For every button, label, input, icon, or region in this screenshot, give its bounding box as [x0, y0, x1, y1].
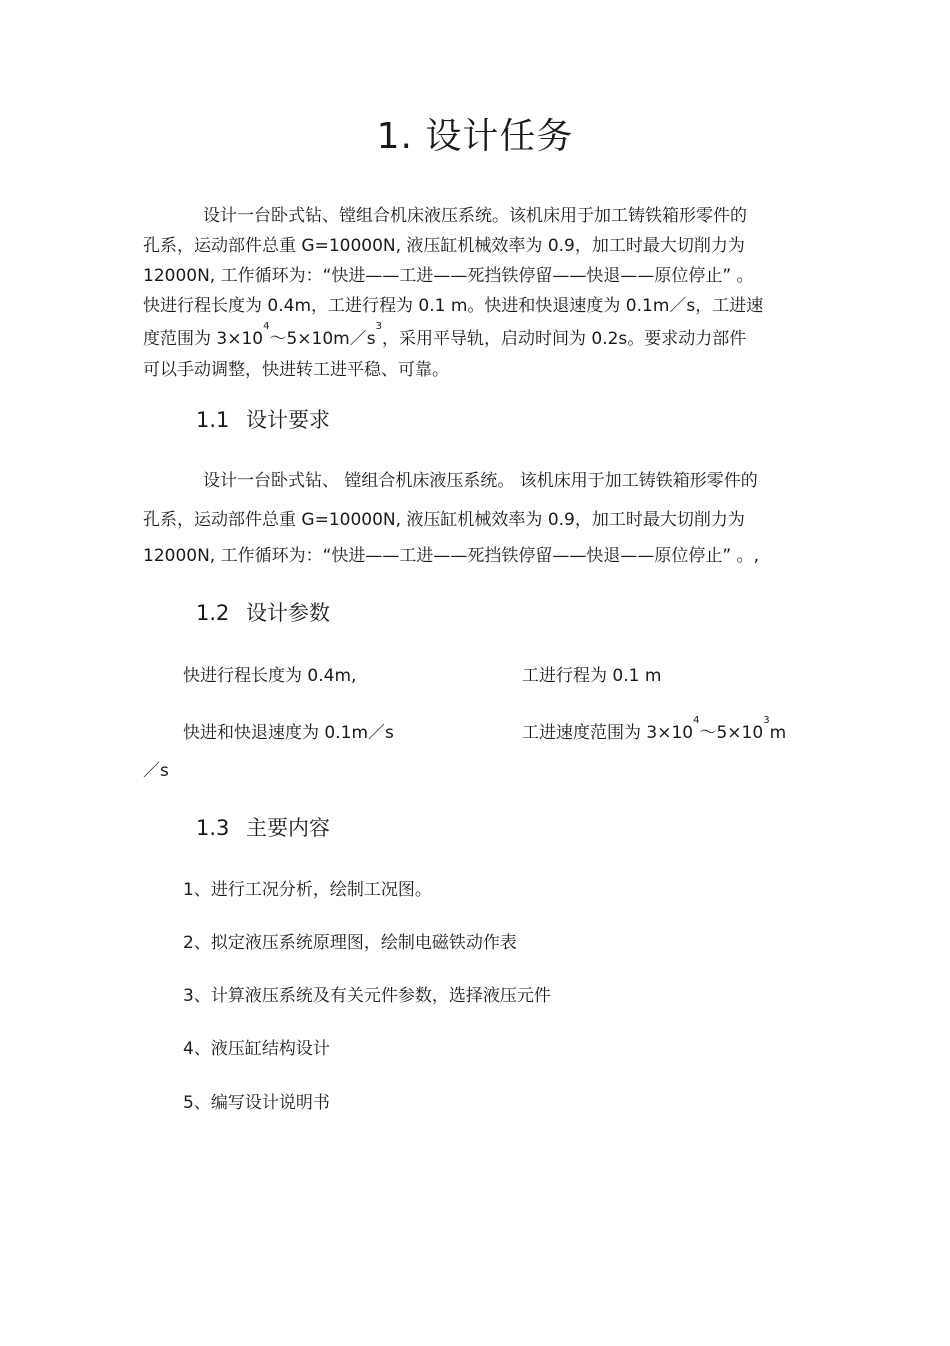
section-number: 1.1	[196, 408, 230, 432]
content-item-3: 3、计算液压系统及有关元件参数，选择液压元件	[183, 986, 551, 1006]
section-heading-1-3	[196, 812, 330, 842]
exponent: 4	[263, 321, 270, 332]
exponent: 3	[375, 321, 382, 332]
intro-line-1: 设计一台卧式钻、镗组合机床液压系统。该机床用于加工铸铁箱形零件的	[203, 206, 747, 226]
feed-speed-part-b: ～5×10	[699, 723, 764, 743]
requirements-line-1: 设计一台卧式钻、 镗组合机床液压系统。 该机床用于加工铸铁箱形零件的	[203, 471, 758, 491]
content-item-4: 4、液压缸结构设计	[183, 1039, 330, 1059]
section-number: 1.3	[196, 816, 230, 840]
content-item-1: 1、进行工况分析，绘制工况图。	[183, 880, 432, 900]
intro-line-4: 快进行程长度为 0.4m，工进行程为 0.1 m。快进和快退速度为 0.1m／s，工进速	[143, 296, 764, 316]
param-feed-stroke: 工进行程为 0.1 m	[522, 666, 662, 686]
requirements-line-3: 12000N, 工作循环为：“快进——工进——死挡铁停留——快退——原位停止” 。,	[143, 546, 760, 566]
feed-speed-part-c: m	[769, 723, 787, 743]
section-title: 设计参数	[246, 601, 330, 625]
intro-line-5	[143, 321, 747, 349]
section-title: 设计要求	[246, 408, 330, 432]
feed-speed-part-a: 工进速度范围为 3×10	[522, 723, 694, 743]
exponent: 4	[693, 715, 700, 726]
param-feed-speed-unit-wrap: ／s	[143, 761, 169, 781]
param-rapid-stroke: 快进行程长度为 0.4m,	[183, 666, 357, 686]
intro-line-5-part-a: 度范围为 3×10	[143, 329, 264, 349]
intro-line-2: 孔系，运动部件总重 G=10000N, 液压缸机械效率为 0.9，加工时最大切削力为	[143, 236, 745, 256]
content-item-5: 5、编写设计说明书	[183, 1093, 330, 1113]
section-heading-1-1	[196, 404, 330, 434]
section-heading-1-2	[196, 597, 330, 627]
page-title: 1. 设计任务	[376, 116, 574, 157]
intro-line-6: 可以手动调整，快进转工进平稳、可靠。	[143, 360, 449, 380]
intro-line-5-part-c: ，采用平导轨，启动时间为 0.2s。要求动力部件	[381, 329, 747, 349]
section-number: 1.2	[196, 601, 230, 625]
intro-line-5-part-b: ～5×10m／s	[269, 329, 376, 349]
content-item-2: 2、拟定液压系统原理图，绘制电磁铁动作表	[183, 933, 517, 953]
intro-line-3: 12000N, 工作循环为：“快进——工进——死挡铁停留——快退——原位停止” 。	[143, 266, 754, 286]
exponent: 3	[763, 715, 770, 726]
param-rapid-speed: 快进和快退速度为 0.1m／s	[183, 723, 394, 743]
requirements-line-2: 孔系，运动部件总重 G=10000N, 液压缸机械效率为 0.9，加工时最大切削力为	[143, 510, 745, 530]
section-title: 主要内容	[246, 816, 330, 840]
param-feed-speed-range	[522, 715, 787, 743]
